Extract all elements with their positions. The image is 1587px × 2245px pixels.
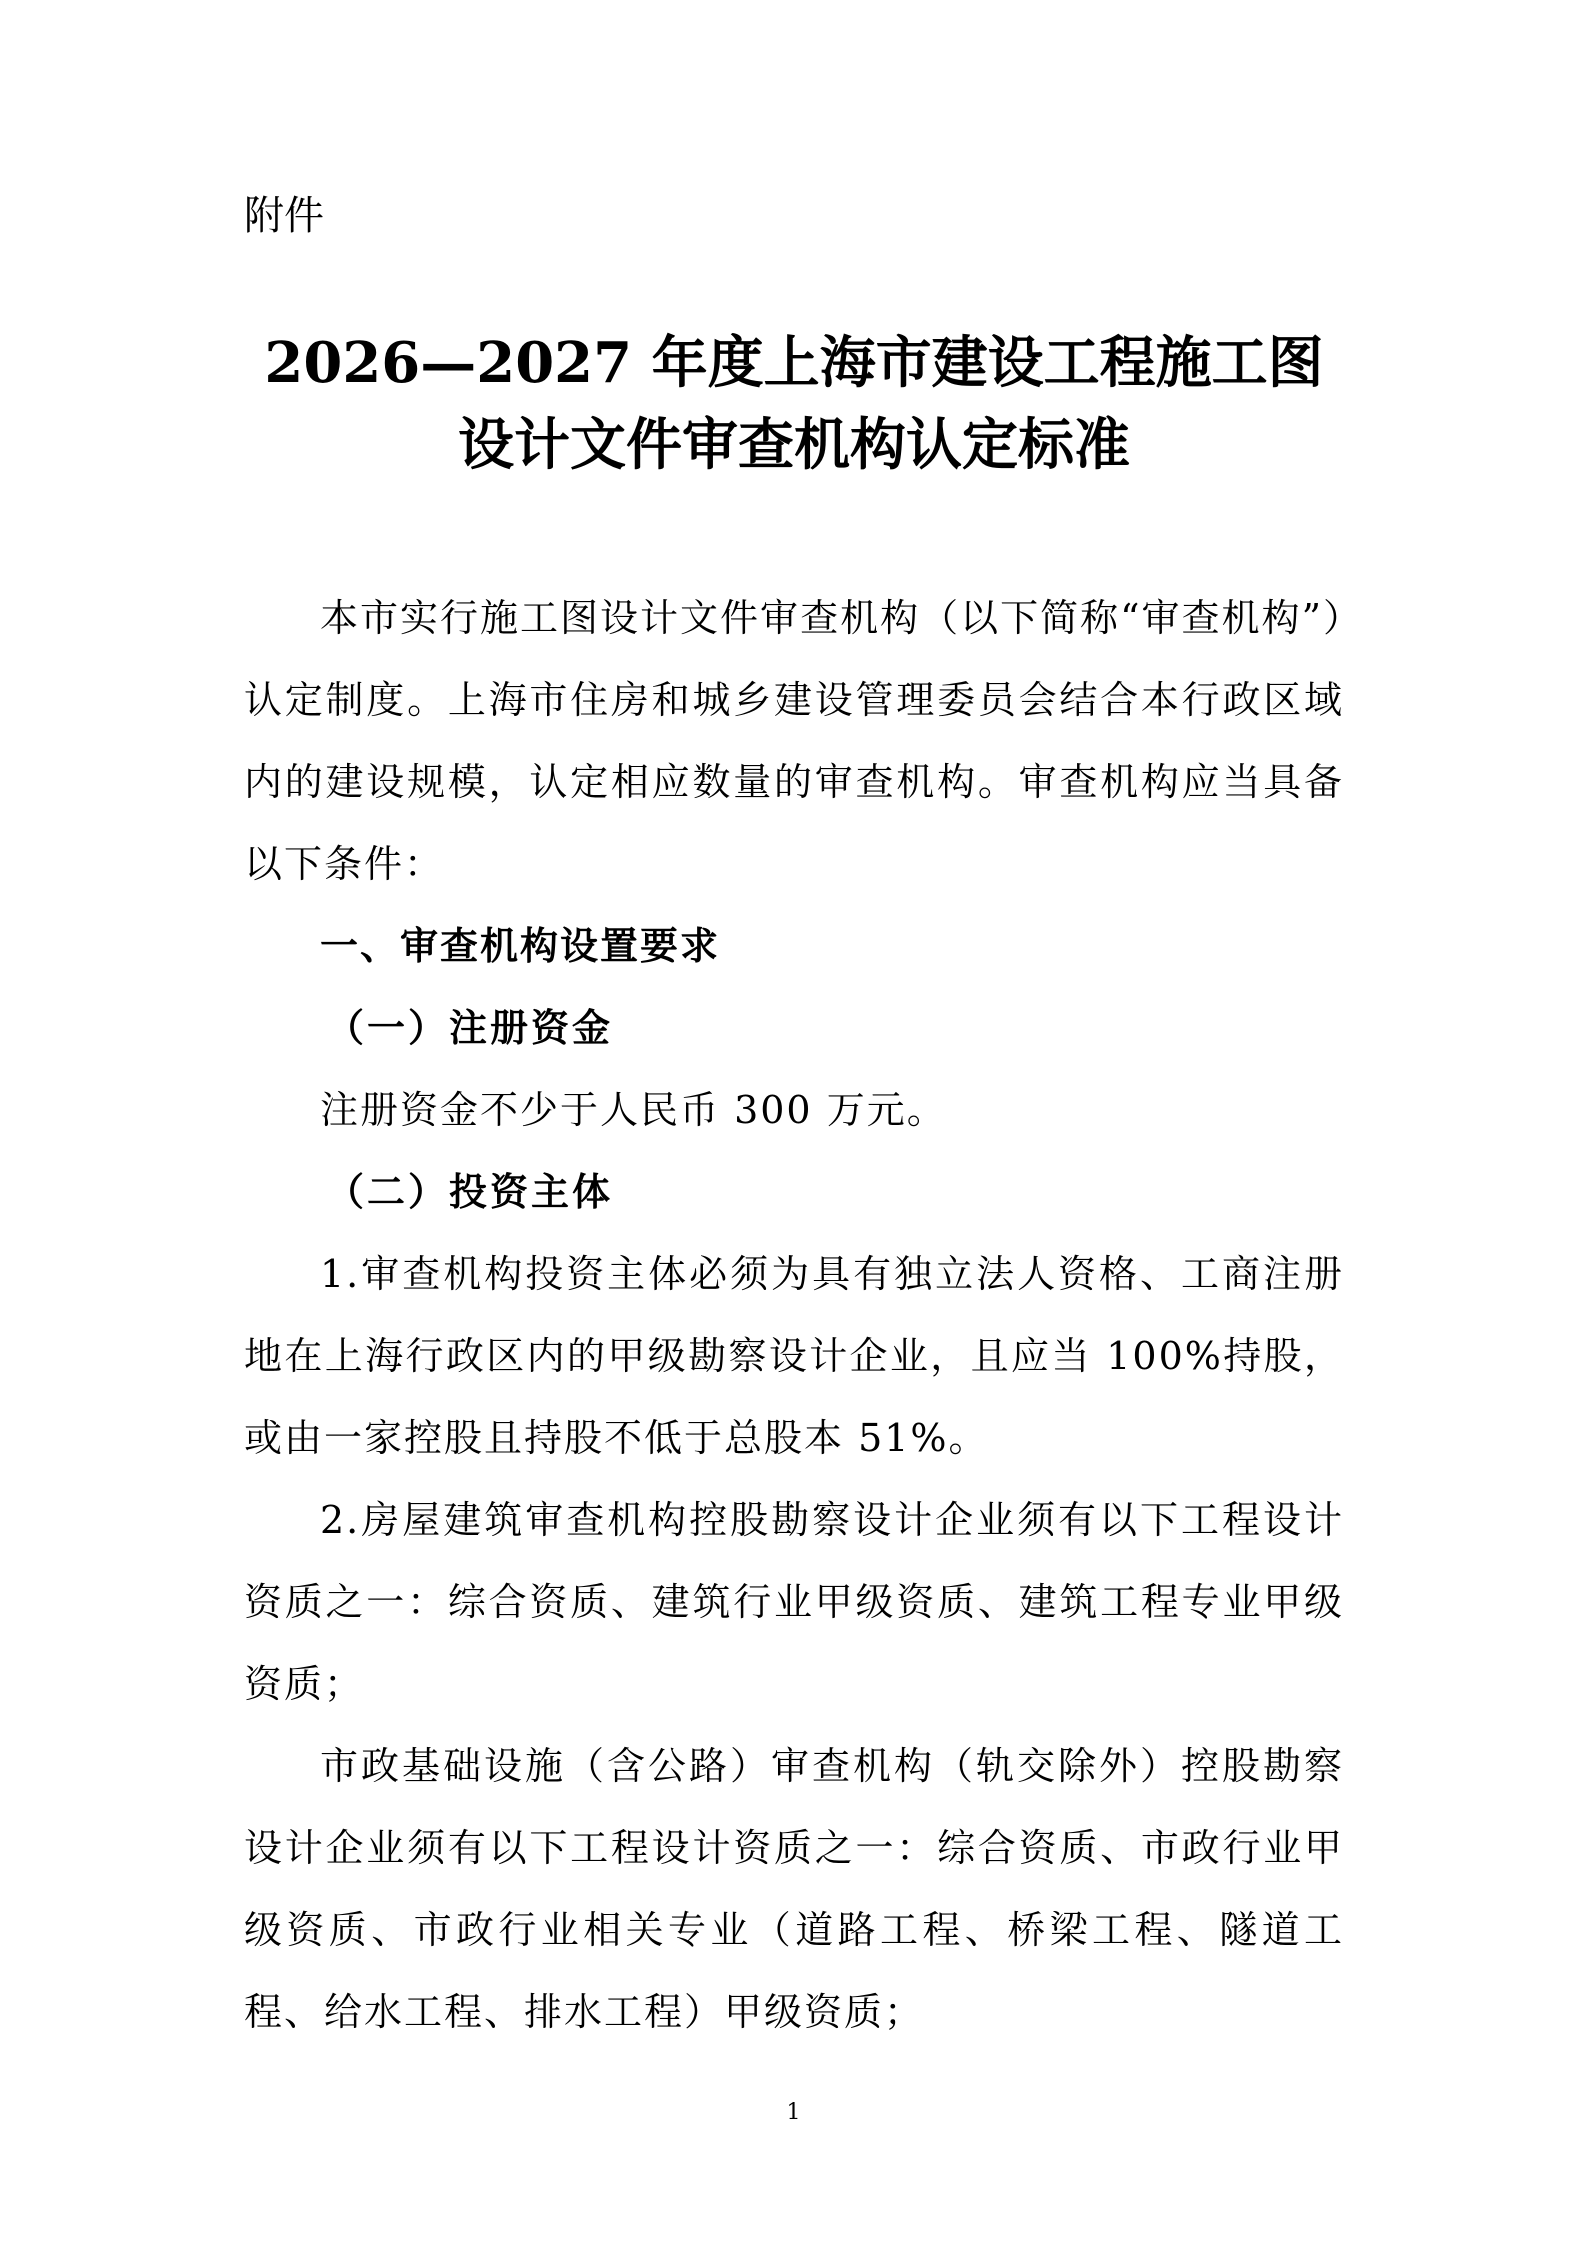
subsection-heading-investor: （二）投资主体: [326, 1169, 614, 1214]
attachment-label: 附件: [244, 193, 324, 239]
subsection-heading-capital: （一）注册资金: [326, 1005, 614, 1050]
document-title: [244, 322, 1344, 486]
item-2-continuation-paragraph: 市政基础设施（含公路）审查机构（轨交除外）控股勘察设计企业须有以下工程设计资质之一：综合资质、市政行业甲级资质、市政行业相关专业（道路工程、桥梁工程、隧道工程、给水工程、排水工程）甲级资质；: [244, 1744, 1344, 2034]
title-line-1: 2026—2027 年度上海市建设工程施工图: [264, 330, 1324, 396]
intro-paragraph: 本市实行施工图设计文件审查机构（以下简称“审查机构”）认定制度。上海市住房和城乡建设管理委员会结合本行政区域内的建设规模，认定相应数量的审查机构。审查机构应当具备以下条件：: [244, 596, 1344, 886]
document-body: [244, 577, 1344, 2053]
section-heading: 一、审查机构设置要求: [320, 924, 721, 968]
capital-paragraph: 注册资金不少于人民币 300 万元。: [320, 1088, 947, 1132]
page-number: 1: [786, 2100, 801, 2125]
title-line-2: 设计文件审查机构认定标准: [458, 412, 1130, 478]
item-1-paragraph: 1.审查机构投资主体必须为具有独立法人资格、工商注册地在上海行政区内的甲级勘察设计企业，且应当 100%持股，或由一家控股且持股不低于总股本 51%。: [244, 1252, 1344, 1460]
item-2-paragraph: 2.房屋建筑审查机构控股勘察设计企业须有以下工程设计资质之一：综合资质、建筑行业甲级资质、建筑工程专业甲级资质；: [244, 1498, 1344, 1706]
